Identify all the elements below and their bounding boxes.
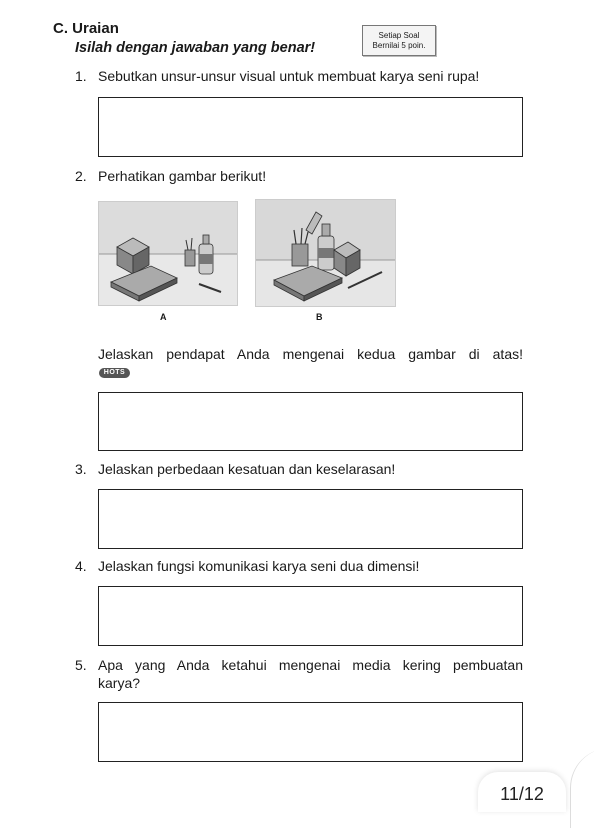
picture-b — [255, 199, 396, 307]
question-2-text: Perhatikan gambar berikut! — [98, 168, 267, 184]
answer-box-3[interactable] — [98, 489, 523, 549]
score-note-line1: Setiap Soal — [378, 30, 420, 40]
question-1-text: Sebutkan unsur-unsur visual untuk membuat karya seni rupa! — [98, 68, 480, 84]
score-note — [362, 25, 436, 56]
page-corner-decoration — [570, 748, 594, 828]
page-counter: 11/12 — [478, 772, 566, 812]
question-4-number: 4. — [75, 558, 87, 574]
question-1-number: 1. — [75, 68, 87, 84]
question-3-text: Jelaskan perbedaan kesatuan dan keselarasan! — [98, 461, 396, 477]
hots-badge: HOTS — [99, 368, 130, 378]
still-life-a-illustration — [99, 202, 237, 305]
score-note-line2: Bernilai 5 poin. — [372, 40, 426, 50]
question-5-text-line1: Apa yang Anda ketahui mengenai media kering pembuatan — [98, 657, 523, 673]
picture-a-label: A — [160, 312, 167, 322]
question-4-text: Jelaskan fungsi komunikasi karya seni dua dimensi! — [98, 558, 420, 574]
question-3-number: 3. — [75, 461, 87, 477]
section-title: C. Uraian — [53, 20, 119, 37]
question-2-follow-up: Jelaskan pendapat Anda mengenai kedua gambar di atas! — [98, 346, 523, 362]
instruction-text: Isilah dengan jawaban yang benar! — [75, 40, 316, 56]
still-life-b-illustration — [256, 200, 395, 306]
answer-box-5[interactable] — [98, 702, 523, 762]
answer-box-4[interactable] — [98, 586, 523, 646]
picture-b-label: B — [316, 312, 323, 322]
picture-a — [98, 201, 238, 306]
answer-box-1[interactable] — [98, 97, 523, 157]
question-5-text-line2: karya? — [98, 675, 141, 691]
question-2-number: 2. — [75, 168, 87, 184]
question-5-number: 5. — [75, 657, 87, 673]
answer-box-2[interactable] — [98, 392, 523, 451]
